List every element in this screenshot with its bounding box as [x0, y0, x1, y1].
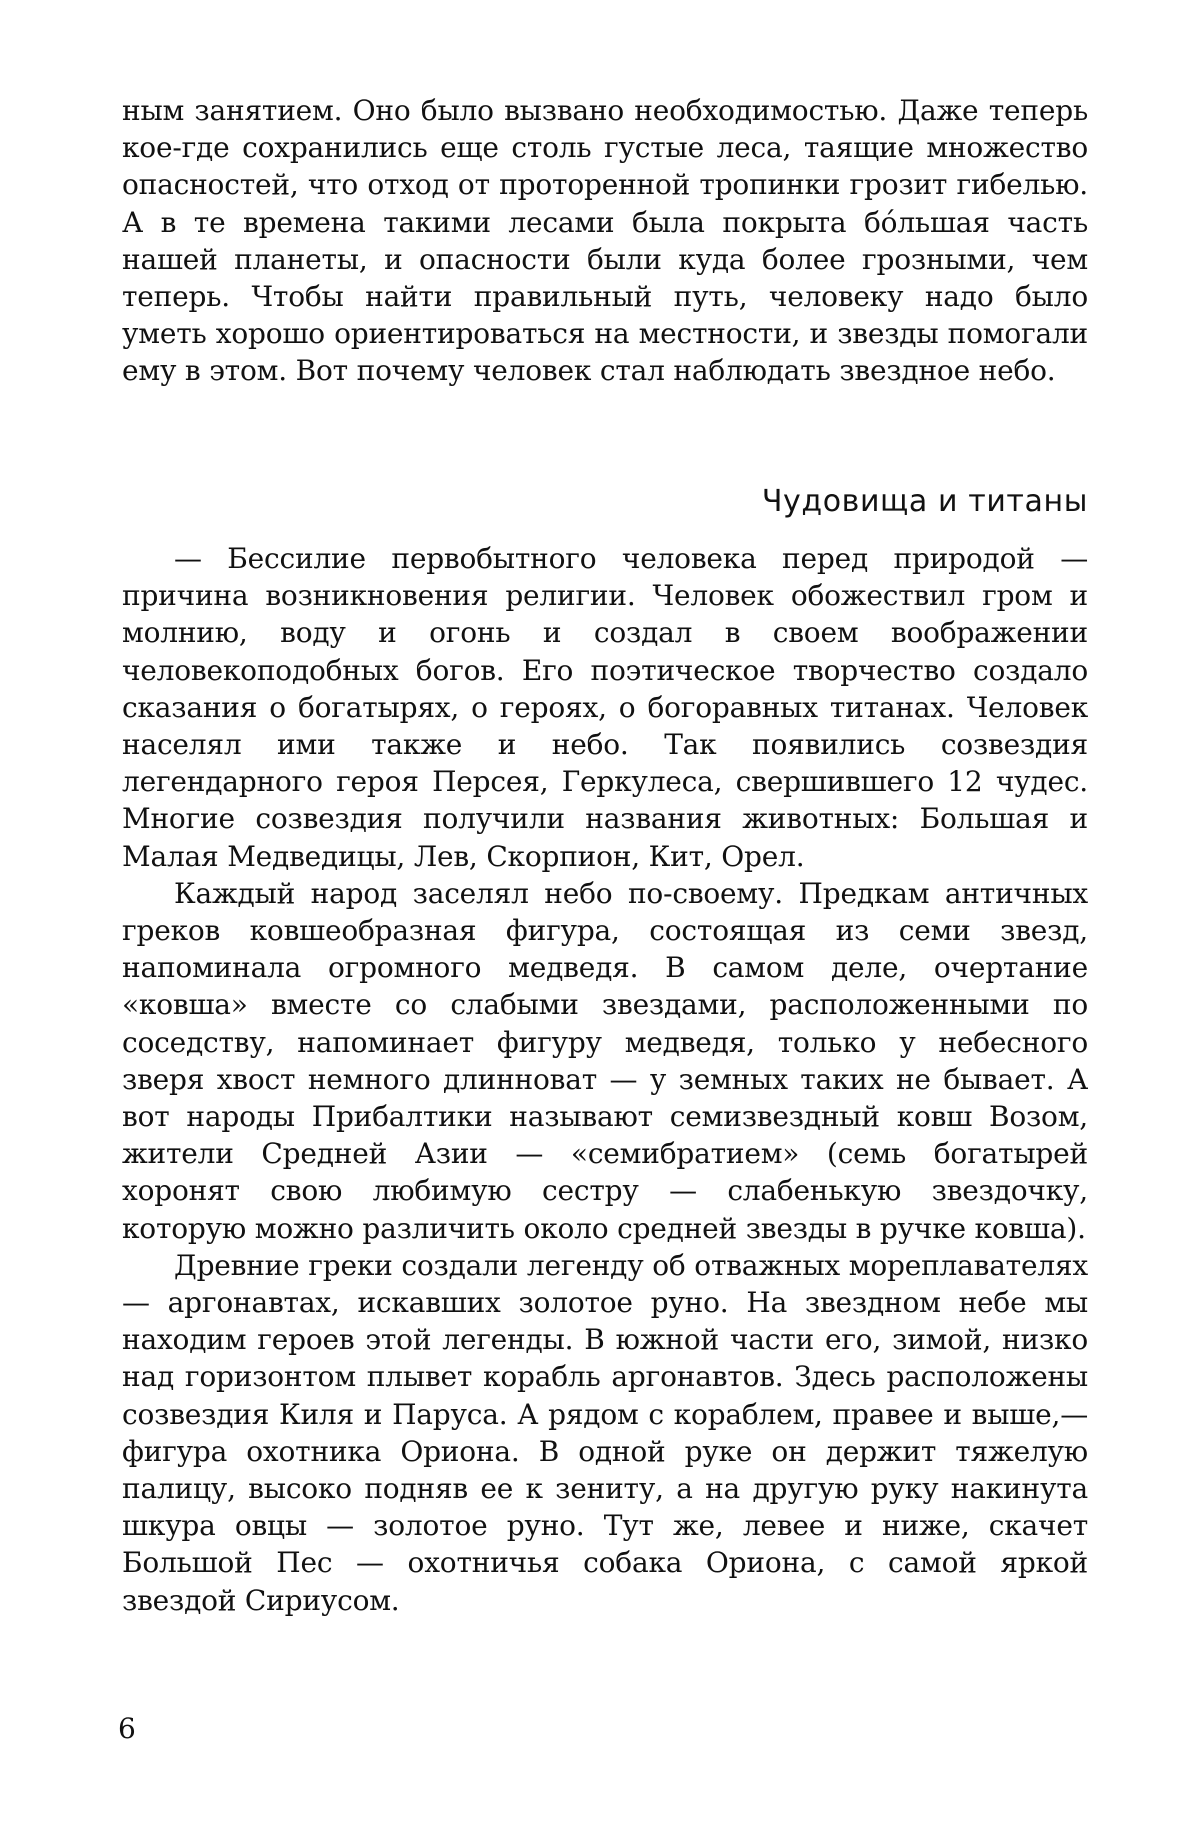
paragraph-1: — Бессилие первобытного человека перед природой — причина возникновения религии. Человек обожествил гром и молнию, воду и огонь и создал в своем воображении человекоподобных богов. Его поэтическое творчество создало сказания о богатырях, о героях, о богоравных титанах. Человек населял ими также и небо. Так появились созвездия легендарного героя Персея, Геркулеса, свершившего 12 чудес. Многие созвездия получили названия животных: Большая и Малая Медведицы, Лев, Скорпион, Кит, Орел. — [122, 540, 1088, 875]
section-body — [122, 540, 1088, 1619]
section-heading: Чудовища и титаны — [762, 484, 1088, 519]
page-number: 6 — [118, 1712, 136, 1745]
paragraph-3: Древние греки создали легенду об отважных мореплавателях — аргонавтах, искавших золотое руно. На звездном небе мы находим героев этой легенды. В южной части его, зимой, низко над горизонтом плывет корабль аргонавтов. Здесь расположены созвездия Киля и Паруса. А рядом с кораблем, правее и выше,— фигура охотника Ориона. В одной руке он держит тяжелую палицу, высоко подняв ее к зениту, а на другую руку накинута шкура овцы — золотое руно. Тут же, левее и ниже, скачет Большой Пес — охотничья собака Ориона, с самой яркой звездой Сириусом. — [122, 1247, 1088, 1619]
book-page — [122, 92, 1088, 390]
intro-paragraph: ным занятием. Оно было вызвано необходимостью. Даже теперь кое-где сохранились еще столь густые леса, таящие множество опасностей, что отход от проторенной тропинки грозит гибелью. А в те времена такими лесами была покрыта бо́льшая часть нашей планеты, и опасности были куда более грозными, чем теперь. Чтобы найти правильный путь, человеку надо было уметь хорошо ориентироваться на местности, и звезды помогали ему в этом. Вот почему человек стал наблюдать звездное небо. — [122, 92, 1088, 390]
paragraph-2: Каждый народ заселял небо по-своему. Предкам античных греков ковшеобразная фигура, состоящая из семи звезд, напоминала огромного медведя. В самом деле, очертание «ковша» вместе со слабыми звездами, расположенными по соседству, напоминает фигуру медведя, только у небесного зверя хвост немного длинноват — у земных таких не бывает. А вот народы Прибалтики называют семизвездный ковш Возом, жители Средней Азии — «семибратием» (семь богатырей хоронят свою любимую сестру — слабенькую звездочку, которую можно различить около средней звезды в ручке ковша). — [122, 875, 1088, 1247]
